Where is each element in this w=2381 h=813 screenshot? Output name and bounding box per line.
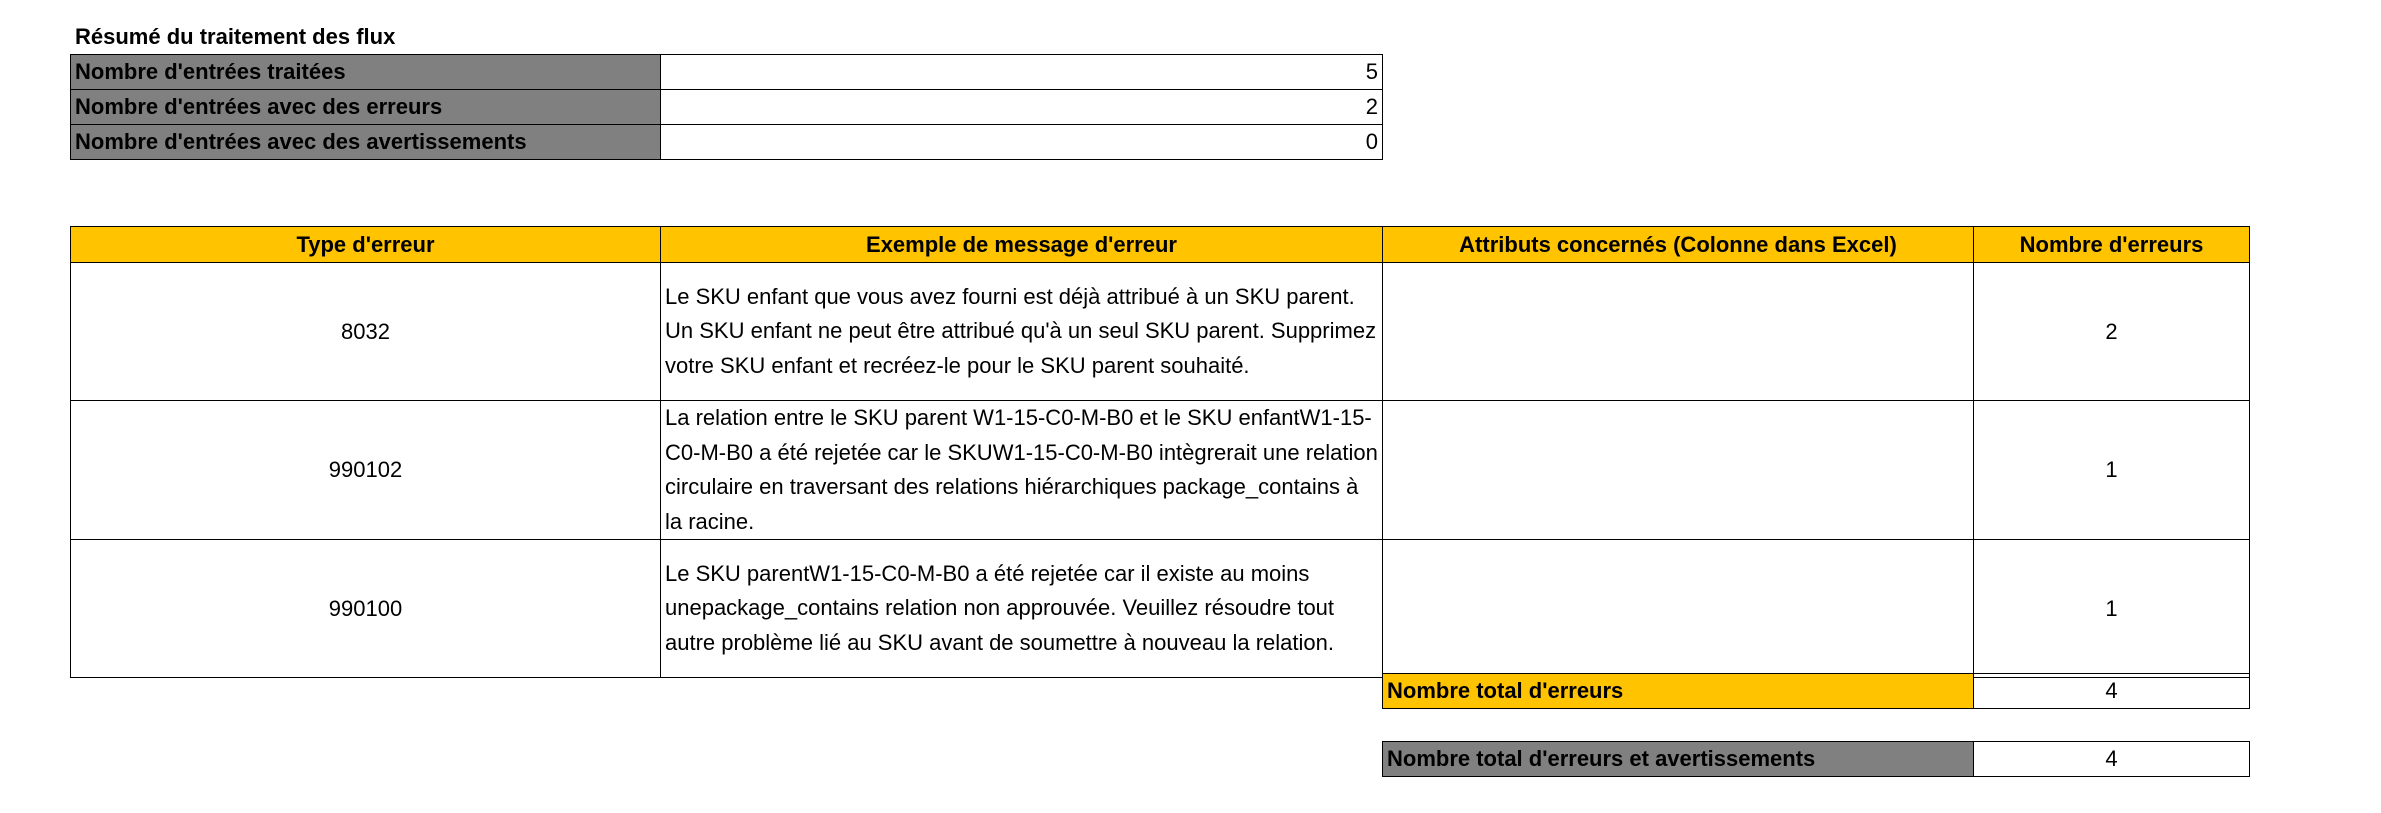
summary-row: [71, 55, 1383, 90]
header-error-count[interactable]: Nombre d'erreurs: [1974, 227, 2250, 263]
total-errors-warnings-row: [1383, 742, 2250, 777]
summary-title: Résumé du traitement des flux: [75, 24, 396, 49]
total-errors-value[interactable]: 4: [1974, 674, 2250, 709]
error-type-cell[interactable]: 8032: [71, 263, 661, 401]
error-message-cell[interactable]: Le SKU parentW1-15-C0-M-B0 a été rejetée car il existe au moins unepackage_contains relation non approuvée. Veuillez résoudre tout autre problème lié au SKU avant de soumettre à nouveau la relation.: [661, 540, 1383, 678]
table-row: [71, 263, 2250, 401]
header-error-message[interactable]: Exemple de message d'erreur: [661, 227, 1383, 263]
total-errors-row: [1383, 674, 2250, 709]
total-errors-warnings-value[interactable]: 4: [1974, 742, 2250, 777]
table-row: [71, 540, 2250, 678]
errors-table: [70, 226, 2250, 678]
summary-label[interactable]: Nombre d'entrées traitées: [71, 55, 661, 90]
error-message-cell[interactable]: La relation entre le SKU parent W1-15-C0-M-B0 et le SKU enfantW1-15-C0-M-B0 a été rejetée car le SKUW1-15-C0-M-B0 intègrerait une relation circulaire en traversant des relations hiérarchiques package_contains à la racine.: [661, 401, 1383, 540]
summary-value[interactable]: 0: [661, 125, 1383, 160]
header-attributes[interactable]: Attributs concernés (Colonne dans Excel): [1383, 227, 1974, 263]
attributes-cell[interactable]: [1383, 401, 1974, 540]
error-message-cell[interactable]: Le SKU enfant que vous avez fourni est déjà attribué à un SKU parent. Un SKU enfant ne peut être attribué qu'à un seul SKU parent. Supprimez votre SKU enfant et recréez-le pour le SKU parent souhaité.: [661, 263, 1383, 401]
error-count-cell[interactable]: 1: [1974, 540, 2250, 678]
attributes-cell[interactable]: [1383, 263, 1974, 401]
error-count-cell[interactable]: 1: [1974, 401, 2250, 540]
attributes-cell[interactable]: [1383, 540, 1974, 678]
summary-label[interactable]: Nombre d'entrées avec des erreurs: [71, 90, 661, 125]
error-count-cell[interactable]: 2: [1974, 263, 2250, 401]
table-row: [71, 401, 2250, 540]
total-errors-label[interactable]: Nombre total d'erreurs: [1383, 674, 1974, 709]
summary-table: [70, 54, 1383, 160]
summary-value[interactable]: 5: [661, 55, 1383, 90]
total-errors-table: [1382, 673, 2250, 709]
total-errors-warnings-label[interactable]: Nombre total d'erreurs et avertissements: [1383, 742, 1974, 777]
summary-row: [71, 90, 1383, 125]
error-type-cell[interactable]: 990102: [71, 401, 661, 540]
summary-label[interactable]: Nombre d'entrées avec des avertissements: [71, 125, 661, 160]
errors-header-row: [71, 227, 2250, 263]
summary-row: [71, 125, 1383, 160]
header-error-type[interactable]: Type d'erreur: [71, 227, 661, 263]
total-errors-warnings-table: [1382, 741, 2250, 777]
error-type-cell[interactable]: 990100: [71, 540, 661, 678]
summary-value[interactable]: 2: [661, 90, 1383, 125]
